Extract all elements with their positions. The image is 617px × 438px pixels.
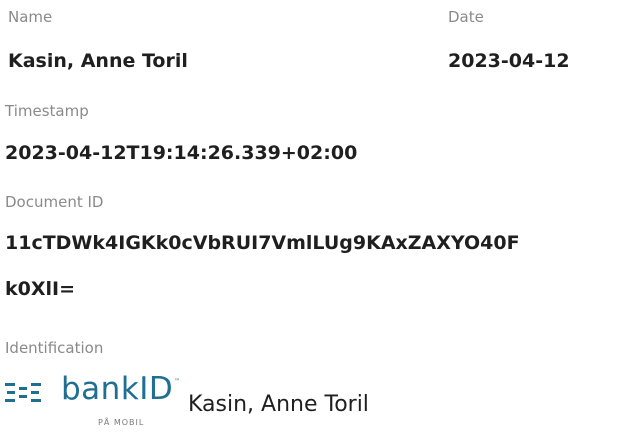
timestamp-value: 2023-04-12T19:14:26.339+02:00 <box>5 142 358 164</box>
identification-name: Kasin, Anne Toril <box>188 392 369 417</box>
bankid-logo-wordmark: bankID <box>61 371 174 407</box>
document-id-value-line1: 11cTDWk4IGKk0cVbRUI7VmlLUg9KAxZAXYO40F <box>5 232 520 254</box>
identification-label: Identification <box>5 339 104 357</box>
bankid-logo-subtitle: PÅ MOBIL <box>98 418 145 427</box>
document-id-label: Document ID <box>5 193 104 211</box>
bankid-logo <box>5 371 180 434</box>
timestamp-label: Timestamp <box>5 102 89 120</box>
bankid-logo-trademark: ™ <box>174 378 180 385</box>
name-value: Kasin, Anne Toril <box>8 50 188 72</box>
date-label: Date <box>448 8 484 26</box>
date-value: 2023-04-12 <box>448 50 570 72</box>
bankid-mark-icon <box>5 380 55 406</box>
name-label: Name <box>8 8 53 26</box>
document-id-value-line2: k0XlI= <box>5 278 76 300</box>
